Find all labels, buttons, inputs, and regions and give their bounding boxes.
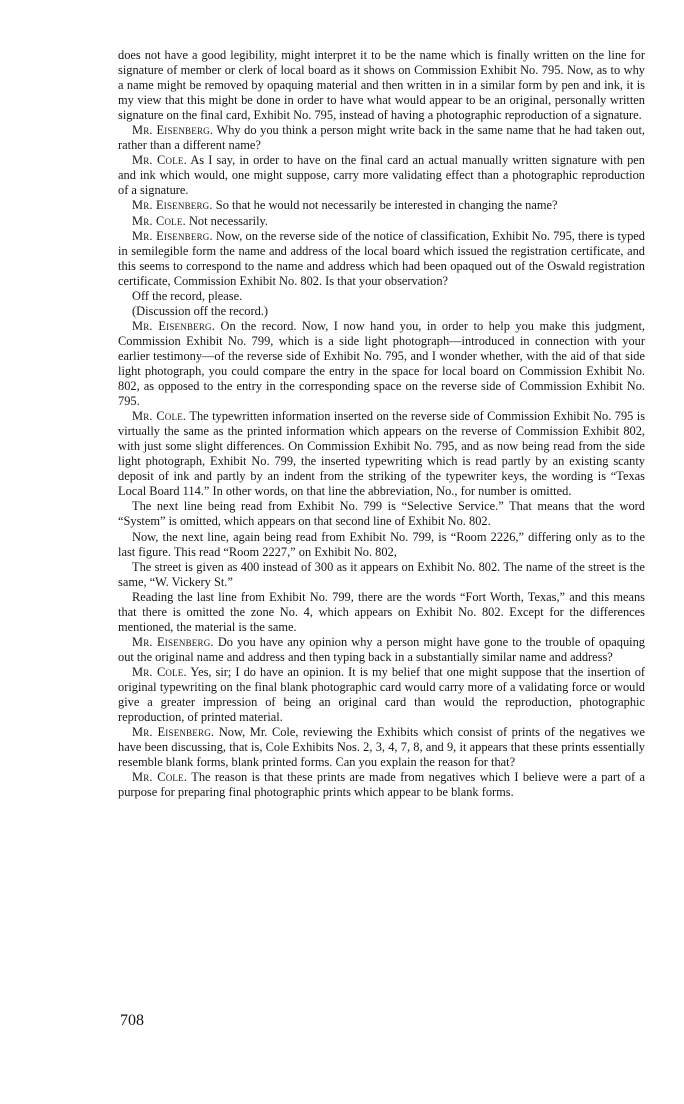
speaker: Mr. Cole. <box>132 213 186 228</box>
paragraph <box>118 214 645 229</box>
paragraph-text: The next line being read from Exhibit No. 799 is “Selective Service.” That means that the word “System” is omitted, which appears on that second line of Exhibit No. 802. <box>118 499 645 529</box>
paragraph <box>118 560 645 590</box>
speaker: Mr. Cole. <box>132 664 187 679</box>
paragraph <box>118 665 645 725</box>
speaker: Mr. Eisenberg. <box>132 228 213 243</box>
paragraph-text: The street is given as 400 instead of 300 as it appears on Exhibit No. 802. The name of the street is the same, “W. Vickery St.” <box>118 559 645 589</box>
speaker: Mr. Eisenberg. <box>132 198 213 213</box>
speaker: Mr. Eisenberg. <box>132 318 216 333</box>
speaker: Mr. Eisenberg. <box>132 725 215 740</box>
paragraph <box>118 153 645 198</box>
paragraph-text: Not necessarily. <box>188 213 269 228</box>
paragraph <box>118 319 645 409</box>
paragraph <box>118 590 645 635</box>
paragraph <box>118 409 645 499</box>
testimony-page <box>118 48 645 800</box>
paragraph-text: Now, on the reverse side of the notice of classification, Exhibit No. 795, there is typed in semilegible form the name and address of the local board which issued the registration certificate, and this seems to correspond to the name and address which had been opaqued out of the Oswald registration certificate, Commission Exhibit No. 802. Is that your observation? <box>118 228 645 288</box>
speaker: Mr. Cole. <box>132 153 187 168</box>
paragraph-text: The reason is that these prints are made from negatives which I believe were a part of a purpose for preparing final photographic prints which appear to be blank forms. <box>118 770 646 800</box>
paragraph <box>118 289 645 304</box>
paragraph-text: Now, the next line, again being read from Exhibit No. 799, is “Room 2226,” differing only as to the last figure. This read “Room 2227,” on Exhibit No. 802, <box>118 529 645 559</box>
page-number: 708 <box>120 1012 144 1029</box>
paragraph-text: Do you have any opinion why a person might have gone to the trouble of opaquing out the original name and address and then typing back in a substantially similar name and address? <box>118 634 645 664</box>
paragraph <box>118 304 645 319</box>
paragraph-text: (Discussion off the record.) <box>132 303 269 318</box>
paragraph <box>118 499 645 529</box>
paragraph-text: does not have a good legibility, might interpret it to be the name which is finally written on the line for signature of member or clerk of local board as it shows on Commission Exhibit No. 795. Now, as to why a name might be removed by opaquing material and then written in in a similar form by pen and ink, it is my view that this might be done in order to have what would appear to be an original, personally written signature on the final card, Exhibit No. 795, instead of having a photographic reproduction of a signature. <box>118 48 645 123</box>
paragraph <box>118 530 645 560</box>
paragraph <box>118 770 645 800</box>
paragraph <box>118 635 645 665</box>
paragraph <box>118 229 645 289</box>
speaker: Mr. Eisenberg. <box>132 123 214 138</box>
paragraph-text: Reading the last line from Exhibit No. 799, there are the words “Fort Worth, Texas,” and this means that there is omitted the zone No. 4, which appears on Exhibit No. 802. Except for the differences mentioned, the material is the same. <box>118 589 645 634</box>
paragraph-text: Now, Mr. Cole, reviewing the Exhibits which consist of prints of the negatives we have been discussing, that is, Cole Exhibits Nos. 2, 3, 4, 7, 8, and 9, it appears that these prints essentially resemble blank forms, blank printed forms. Can you explain the reason for that? <box>118 725 646 770</box>
paragraph-text: Yes, sir; I do have an opinion. It is my belief that one might suppose that the insertion of original typewriting on the final blank photographic card would carry more of a validating force or would give a greater impression of being an original card than would the reproduction, photographic reproduction, of printed material. <box>118 664 646 725</box>
speaker: Mr. Cole. <box>132 770 188 785</box>
speaker: Mr. Cole. <box>132 409 187 424</box>
paragraph <box>118 198 645 213</box>
paragraph-text: As I say, in order to have on the final card an actual manually written signature with pen and ink which would, one might suppose, carry more validating effect than a photographic reproduction of a signature. <box>118 153 645 198</box>
speaker: Mr. Eisenberg. <box>132 634 214 649</box>
paragraph-text: Why do you think a person might write back in the same name that he had taken out, rather than a different name? <box>118 123 646 153</box>
paragraph-text: The typewritten information inserted on the reverse side of Commission Exhibit No. 795 is virtually the same as the printed information which appears on the reverse of Commission Exhibit 802, with just some slight differences. On Commission Exhibit No. 795, and as now being read from the side light photograph, Exhibit No. 799, the inserted typewriting which is read partly by an existing scanty deposit of ink and partly by an indent from the striking of the typewriter keys, the wording is “Texas Local Board 114.” In other words, on that line the abbreviation, No., for number is omitted. <box>118 409 646 499</box>
paragraph <box>118 123 645 153</box>
paragraph <box>118 48 645 123</box>
paragraph <box>118 725 645 770</box>
paragraph-text: Off the record, please. <box>132 288 243 303</box>
paragraph-text: So that he would not necessarily be interested in changing the name? <box>215 198 558 213</box>
paragraph-text: On the record. Now, I now hand you, in order to help you make this judgment, Commission Exhibit No. 799, which is a side light photograph—introduced in connection with your earlier testimony—of the reverse side of Exhibit No. 795, and I wonder whether, with the aid of that side light photograph, you could compare the entry in the space for local board on Commission Exhibit No. 802, as opposed to the entry in the corresponding space on the reverse side of Commission Exhibit No. 795. <box>118 318 645 409</box>
